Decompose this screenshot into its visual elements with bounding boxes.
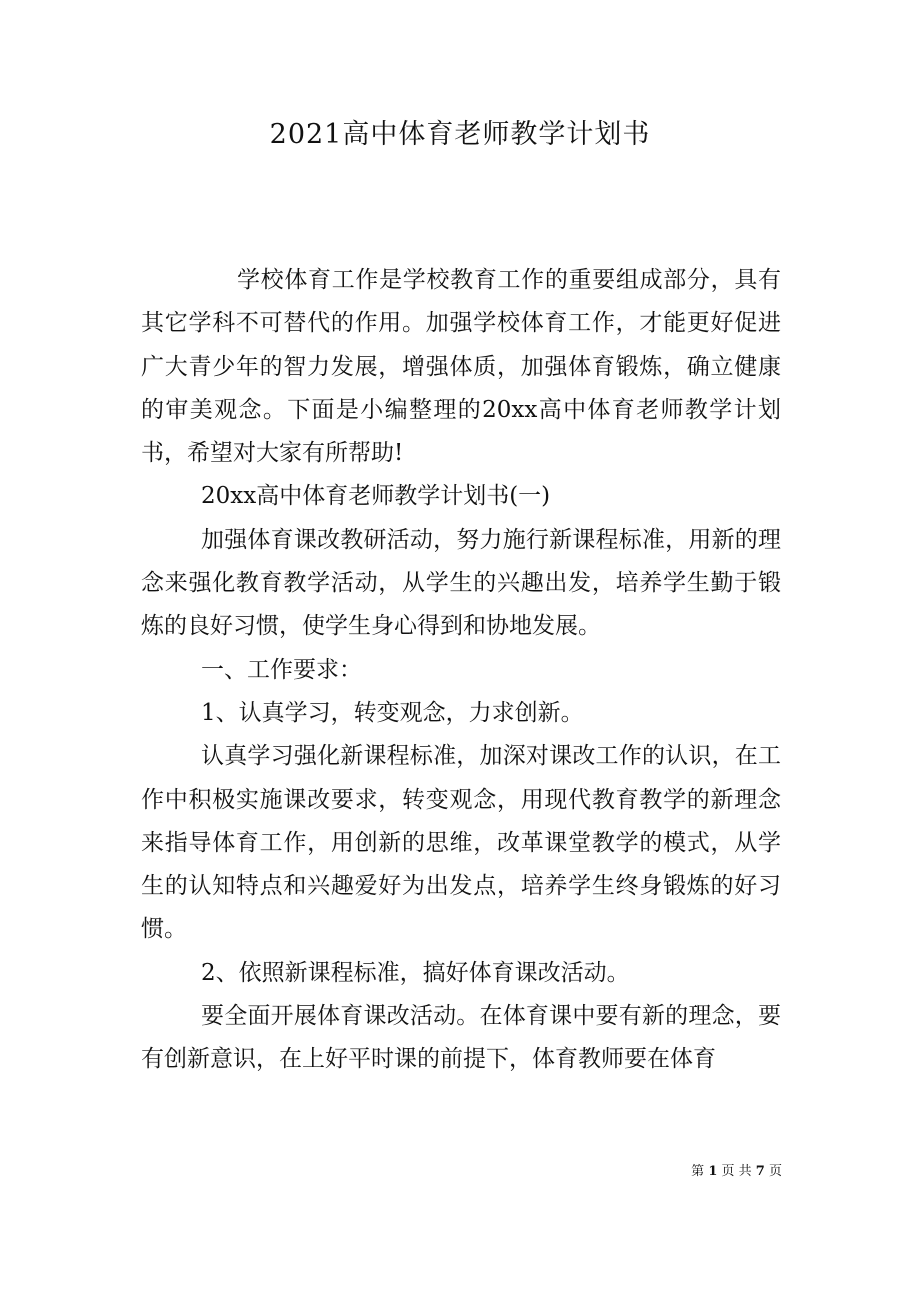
current-page-number: 1: [708, 1164, 718, 1179]
list-item-heading: 2、依照新课程标准，搞好体育课改活动。: [201, 959, 630, 986]
footer-suffix: 页: [768, 1164, 782, 1179]
body-paragraph: 要全面开展体育课改活动。在体育课中要有新的理念，要有创新意识，在上好平时课的前提下，体育教师要在体育: [141, 1003, 781, 1073]
body-paragraph: 加强体育课改教研活动，努力施行新课程标准，用新的理念来强化教育教学活动，从学生的兴趣出发，培养学生勤于锻炼的良好习惯，使学生身心得到和协地发展。: [141, 526, 781, 640]
total-page-count: 7: [755, 1164, 765, 1179]
footer-prefix: 第: [691, 1164, 705, 1179]
document-body: [141, 259, 781, 1082]
body-paragraph: 认真学习强化新课程标准，加深对课改工作的认识，在工作中积极实施课改要求，转变观念，用现代教育教学的新理念来指导体育工作，用创新的思维，改革课堂教学的模式，从学生的认知特点和兴趣爱好为出发点，培养学生终身锻炼的好习惯。: [141, 743, 781, 943]
footer-middle: 页 共: [721, 1164, 752, 1179]
subsection-heading: 一、工作要求：: [201, 656, 362, 683]
page-number-footer: [600, 1163, 782, 1181]
list-item-heading: 1、认真学习，转变观念，力求创新。: [201, 699, 584, 726]
document-title: 2021高中体育老师教学计划书: [269, 119, 651, 150]
section-heading: 20xx高中体育老师教学计划书(一): [201, 483, 551, 510]
intro-paragraph: 学校体育工作是学校教育工作的重要组成部分，具有其它学科不可替代的作用。加强学校体育工作，才能更好促进广大青少年的智力发展，增强体质，加强体育锻炼，确立健康的审美观念。下面是小编整理的20xx高中体育老师教学计划书，希望对大家有所帮助!: [141, 267, 781, 467]
